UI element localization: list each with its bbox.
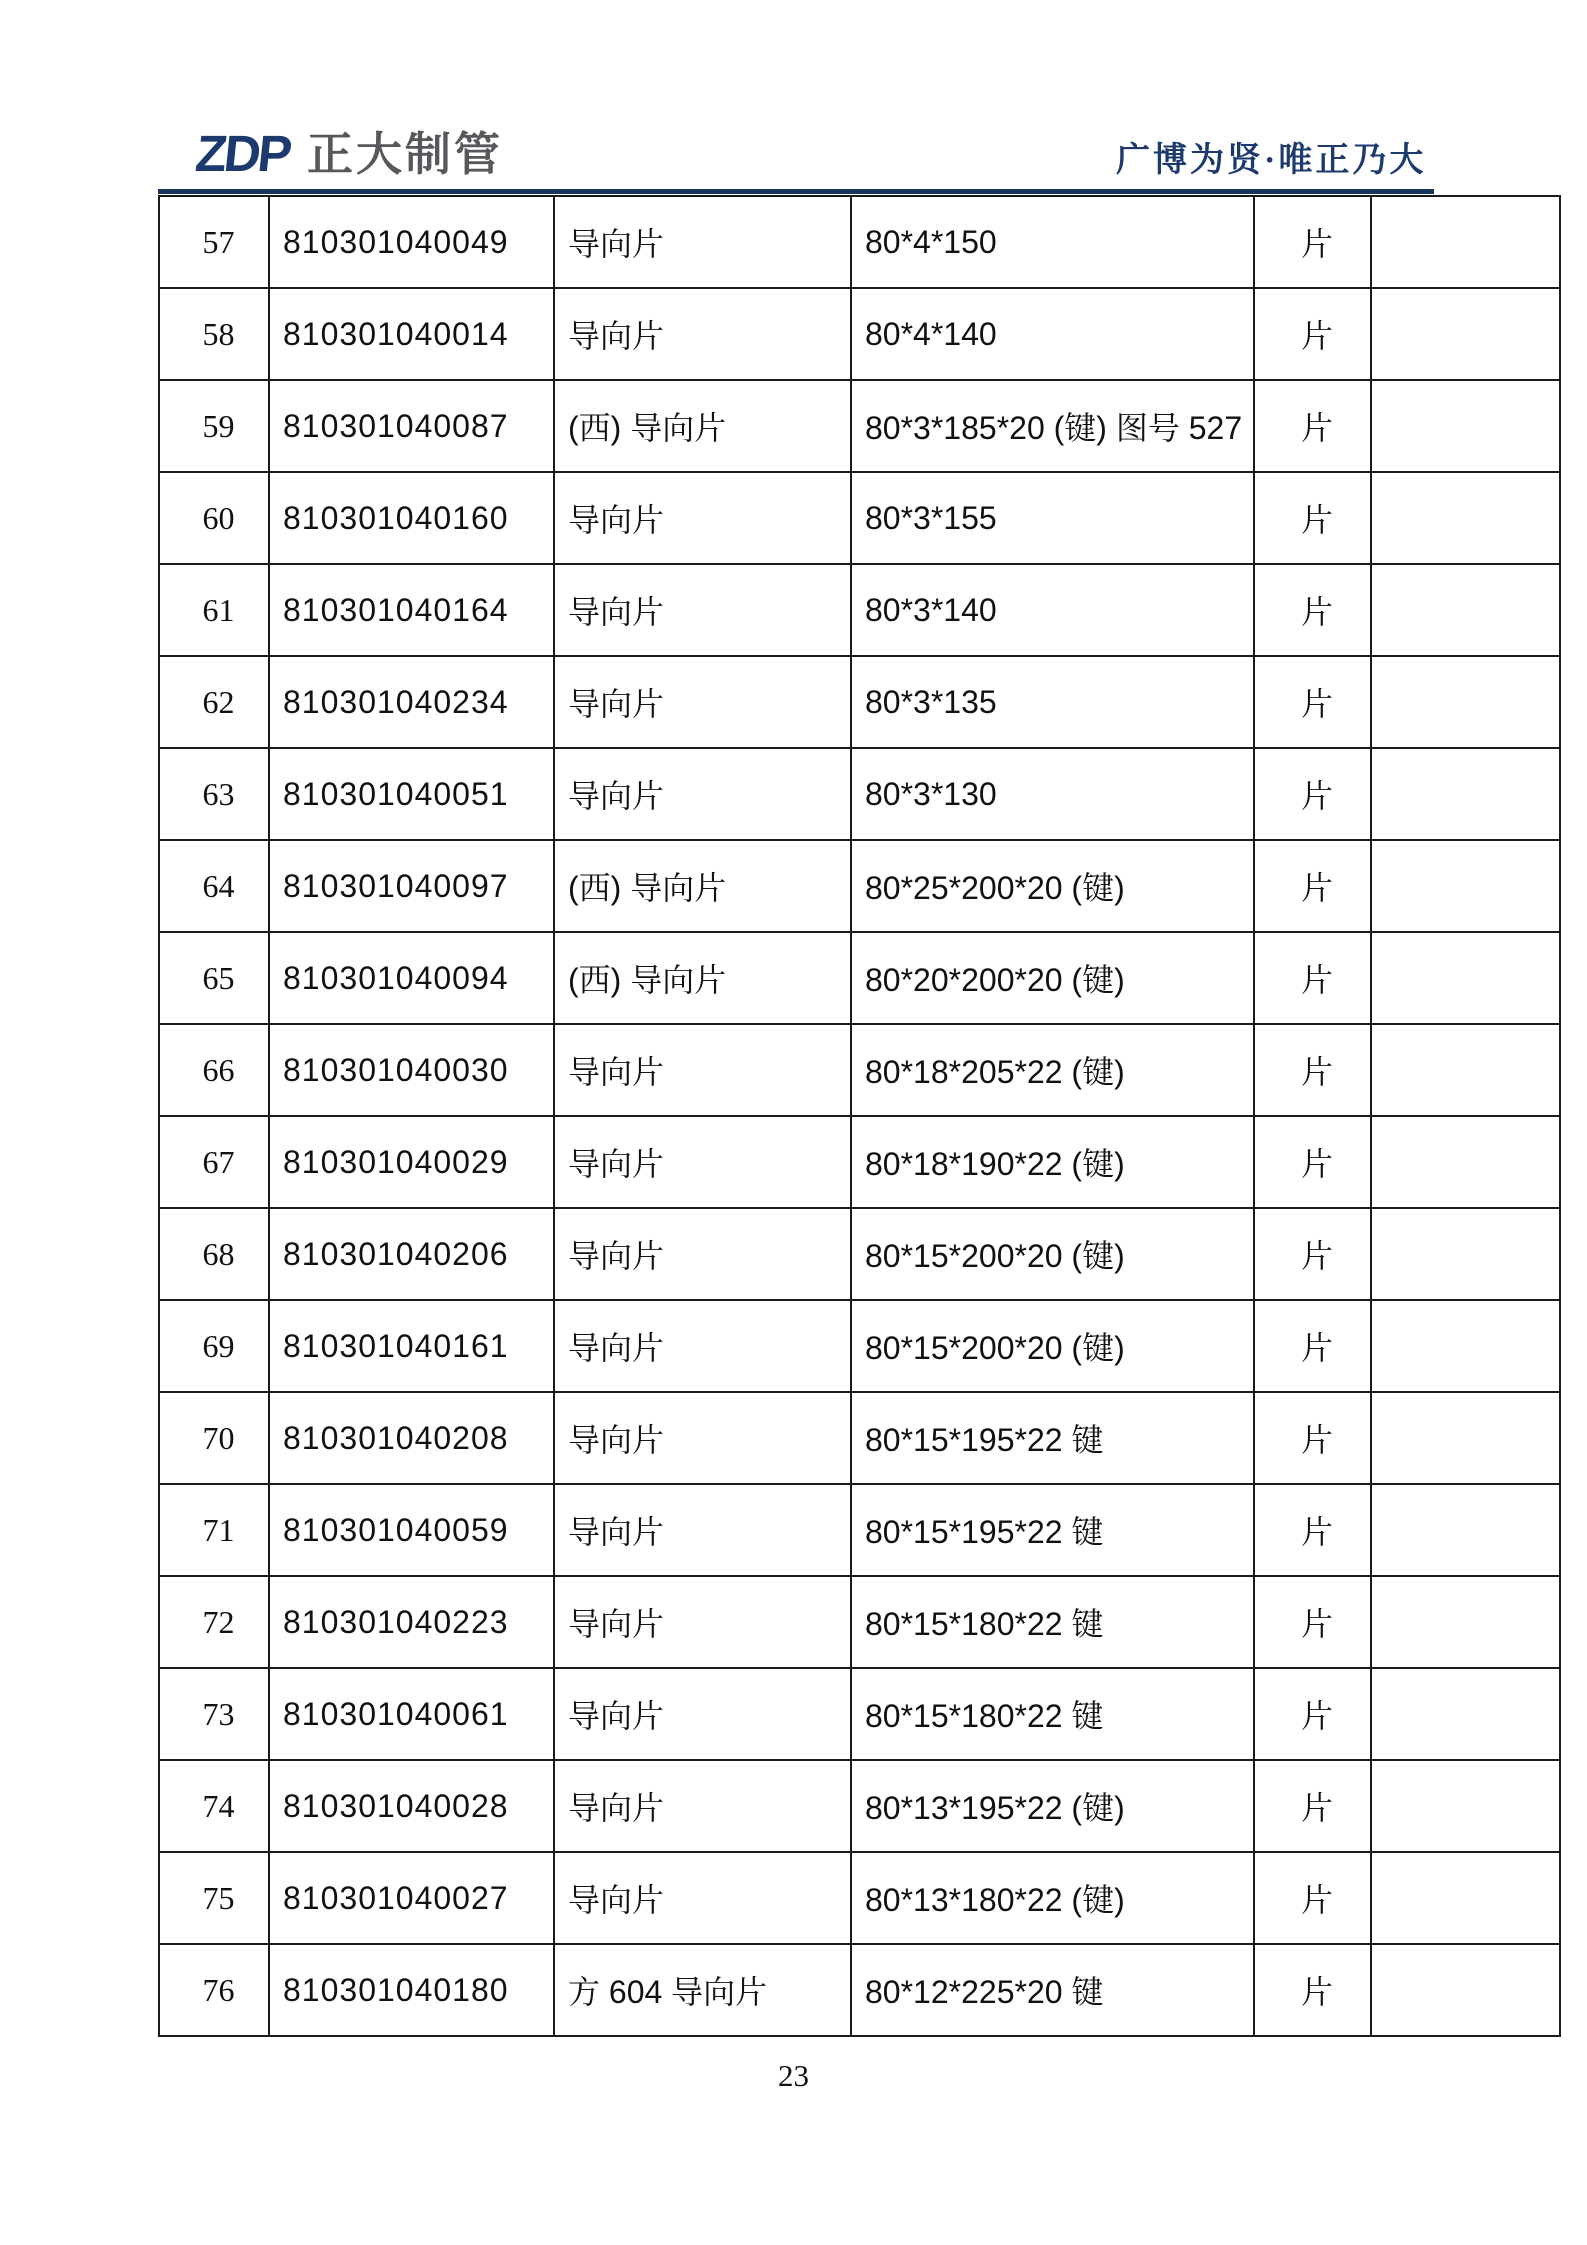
parts-table-body bbox=[159, 196, 1560, 2036]
note bbox=[1371, 1668, 1560, 1760]
row-number: 69 bbox=[159, 1300, 269, 1392]
table-row bbox=[159, 1300, 1560, 1392]
part-code: 810301040049 bbox=[269, 196, 554, 288]
unit: 片 bbox=[1254, 196, 1371, 288]
part-spec: 80*4*140 bbox=[851, 288, 1254, 380]
note bbox=[1371, 1208, 1560, 1300]
part-name: (西) 导向片 bbox=[554, 380, 851, 472]
part-name: 导向片 bbox=[554, 1024, 851, 1116]
part-name: 导向片 bbox=[554, 1484, 851, 1576]
row-number: 75 bbox=[159, 1852, 269, 1944]
part-code: 810301040027 bbox=[269, 1852, 554, 1944]
part-spec: 80*15*195*22 键 bbox=[851, 1484, 1254, 1576]
note bbox=[1371, 1944, 1560, 2036]
header-divider bbox=[158, 189, 1434, 194]
parts-table bbox=[158, 195, 1561, 2037]
note bbox=[1371, 1484, 1560, 1576]
part-name: 导向片 bbox=[554, 564, 851, 656]
note bbox=[1371, 656, 1560, 748]
part-code: 810301040028 bbox=[269, 1760, 554, 1852]
part-name: 导向片 bbox=[554, 1300, 851, 1392]
row-number: 74 bbox=[159, 1760, 269, 1852]
part-spec: 80*15*180*22 键 bbox=[851, 1576, 1254, 1668]
row-number: 76 bbox=[159, 1944, 269, 2036]
part-code: 810301040087 bbox=[269, 380, 554, 472]
note bbox=[1371, 380, 1560, 472]
unit: 片 bbox=[1254, 1760, 1371, 1852]
part-spec: 80*3*185*20 (键) 图号 527 bbox=[851, 380, 1254, 472]
part-code: 810301040059 bbox=[269, 1484, 554, 1576]
table-row bbox=[159, 1668, 1560, 1760]
table-row bbox=[159, 1576, 1560, 1668]
part-name: 导向片 bbox=[554, 288, 851, 380]
part-name: (西) 导向片 bbox=[554, 932, 851, 1024]
unit: 片 bbox=[1254, 1576, 1371, 1668]
company-name: 正大制管 bbox=[307, 127, 503, 180]
row-number: 60 bbox=[159, 472, 269, 564]
unit: 片 bbox=[1254, 1208, 1371, 1300]
row-number: 59 bbox=[159, 380, 269, 472]
part-code: 810301040051 bbox=[269, 748, 554, 840]
note bbox=[1371, 1852, 1560, 1944]
part-name: 导向片 bbox=[554, 196, 851, 288]
part-name: 导向片 bbox=[554, 1392, 851, 1484]
row-number: 58 bbox=[159, 288, 269, 380]
part-spec: 80*3*155 bbox=[851, 472, 1254, 564]
table-row bbox=[159, 1484, 1560, 1576]
table-row bbox=[159, 840, 1560, 932]
note bbox=[1371, 472, 1560, 564]
part-code: 810301040164 bbox=[269, 564, 554, 656]
part-spec: 80*3*135 bbox=[851, 656, 1254, 748]
part-name: 导向片 bbox=[554, 1116, 851, 1208]
part-name: 导向片 bbox=[554, 748, 851, 840]
note bbox=[1371, 932, 1560, 1024]
part-spec: 80*13*180*22 (键) bbox=[851, 1852, 1254, 1944]
table-row bbox=[159, 1116, 1560, 1208]
part-name: 导向片 bbox=[554, 1576, 851, 1668]
unit: 片 bbox=[1254, 1852, 1371, 1944]
table-row bbox=[159, 196, 1560, 288]
part-code: 810301040097 bbox=[269, 840, 554, 932]
row-number: 70 bbox=[159, 1392, 269, 1484]
note bbox=[1371, 288, 1560, 380]
zdp-logo-mark: ZDP bbox=[193, 125, 292, 182]
table-row bbox=[159, 1944, 1560, 2036]
company-logo bbox=[193, 125, 503, 182]
part-code: 810301040234 bbox=[269, 656, 554, 748]
unit: 片 bbox=[1254, 656, 1371, 748]
row-number: 63 bbox=[159, 748, 269, 840]
part-code: 810301040030 bbox=[269, 1024, 554, 1116]
part-code: 810301040223 bbox=[269, 1576, 554, 1668]
part-code: 810301040014 bbox=[269, 288, 554, 380]
part-spec: 80*15*200*20 (键) bbox=[851, 1300, 1254, 1392]
note bbox=[1371, 1392, 1560, 1484]
table-row bbox=[159, 1852, 1560, 1944]
table-row bbox=[159, 1208, 1560, 1300]
row-number: 66 bbox=[159, 1024, 269, 1116]
note bbox=[1371, 196, 1560, 288]
row-number: 71 bbox=[159, 1484, 269, 1576]
table-row bbox=[159, 472, 1560, 564]
part-spec: 80*18*205*22 (键) bbox=[851, 1024, 1254, 1116]
part-name: 导向片 bbox=[554, 1852, 851, 1944]
part-code: 810301040094 bbox=[269, 932, 554, 1024]
row-number: 68 bbox=[159, 1208, 269, 1300]
part-code: 810301040206 bbox=[269, 1208, 554, 1300]
part-code: 810301040029 bbox=[269, 1116, 554, 1208]
note bbox=[1371, 1760, 1560, 1852]
part-spec: 80*18*190*22 (键) bbox=[851, 1116, 1254, 1208]
unit: 片 bbox=[1254, 1484, 1371, 1576]
unit: 片 bbox=[1254, 564, 1371, 656]
part-name: (西) 导向片 bbox=[554, 840, 851, 932]
table-row bbox=[159, 564, 1560, 656]
row-number: 73 bbox=[159, 1668, 269, 1760]
part-spec: 80*13*195*22 (键) bbox=[851, 1760, 1254, 1852]
note bbox=[1371, 840, 1560, 932]
row-number: 62 bbox=[159, 656, 269, 748]
part-code: 810301040061 bbox=[269, 1668, 554, 1760]
part-spec: 80*4*150 bbox=[851, 196, 1254, 288]
table-row bbox=[159, 288, 1560, 380]
note bbox=[1371, 1024, 1560, 1116]
part-code: 810301040160 bbox=[269, 472, 554, 564]
table-row bbox=[159, 1392, 1560, 1484]
part-spec: 80*25*200*20 (键) bbox=[851, 840, 1254, 932]
part-spec: 80*15*180*22 键 bbox=[851, 1668, 1254, 1760]
note bbox=[1371, 1116, 1560, 1208]
part-spec: 80*15*200*20 (键) bbox=[851, 1208, 1254, 1300]
table-row bbox=[159, 748, 1560, 840]
unit: 片 bbox=[1254, 1944, 1371, 2036]
table-row bbox=[159, 380, 1560, 472]
unit: 片 bbox=[1254, 840, 1371, 932]
unit: 片 bbox=[1254, 1024, 1371, 1116]
unit: 片 bbox=[1254, 932, 1371, 1024]
note bbox=[1371, 748, 1560, 840]
row-number: 65 bbox=[159, 932, 269, 1024]
unit: 片 bbox=[1254, 1116, 1371, 1208]
row-number: 72 bbox=[159, 1576, 269, 1668]
part-code: 810301040208 bbox=[269, 1392, 554, 1484]
part-code: 810301040180 bbox=[269, 1944, 554, 2036]
table-row bbox=[159, 1024, 1560, 1116]
note bbox=[1371, 1576, 1560, 1668]
part-spec: 80*15*195*22 键 bbox=[851, 1392, 1254, 1484]
unit: 片 bbox=[1254, 1392, 1371, 1484]
unit: 片 bbox=[1254, 1668, 1371, 1760]
table-row bbox=[159, 1760, 1560, 1852]
unit: 片 bbox=[1254, 748, 1371, 840]
row-number: 61 bbox=[159, 564, 269, 656]
unit: 片 bbox=[1254, 288, 1371, 380]
part-name: 导向片 bbox=[554, 1668, 851, 1760]
company-slogan: 广博为贤·唯正乃大 bbox=[1116, 142, 1427, 179]
part-spec: 80*20*200*20 (键) bbox=[851, 932, 1254, 1024]
unit: 片 bbox=[1254, 472, 1371, 564]
part-spec: 80*3*140 bbox=[851, 564, 1254, 656]
part-name: 导向片 bbox=[554, 1208, 851, 1300]
row-number: 67 bbox=[159, 1116, 269, 1208]
row-number: 57 bbox=[159, 196, 269, 288]
page-number: 23 bbox=[778, 2058, 809, 2093]
unit: 片 bbox=[1254, 380, 1371, 472]
part-name: 导向片 bbox=[554, 472, 851, 564]
part-spec: 80*3*130 bbox=[851, 748, 1254, 840]
part-name: 导向片 bbox=[554, 1760, 851, 1852]
part-code: 810301040161 bbox=[269, 1300, 554, 1392]
row-number: 64 bbox=[159, 840, 269, 932]
unit: 片 bbox=[1254, 1300, 1371, 1392]
note bbox=[1371, 1300, 1560, 1392]
table-row bbox=[159, 656, 1560, 748]
part-name: 方 604 导向片 bbox=[554, 1944, 851, 2036]
part-name: 导向片 bbox=[554, 656, 851, 748]
part-spec: 80*12*225*20 键 bbox=[851, 1944, 1254, 2036]
note bbox=[1371, 564, 1560, 656]
table-row bbox=[159, 932, 1560, 1024]
